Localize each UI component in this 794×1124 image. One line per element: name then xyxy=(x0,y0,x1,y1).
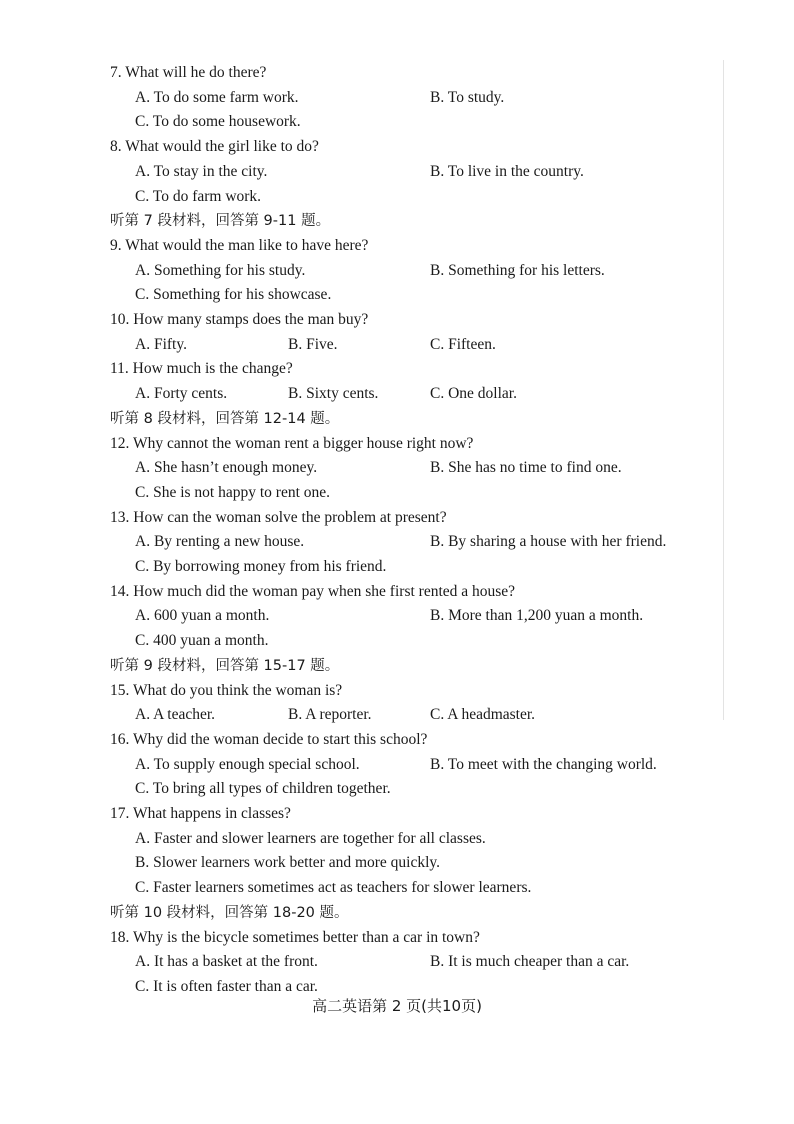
question-stem: 11. How much is the change? xyxy=(110,360,293,377)
answer-option: A. Something for his study. xyxy=(135,262,306,279)
answer-option: B. Something for his letters. xyxy=(430,262,605,279)
question-stem: 10. How many stamps does the man buy? xyxy=(110,311,369,328)
answer-option: C. By borrowing money from his friend. xyxy=(135,558,387,575)
answer-option: C. To do some housework. xyxy=(135,113,301,130)
question-stem: 8. What would the girl like to do? xyxy=(110,138,319,155)
answer-option: A. 600 yuan a month. xyxy=(135,607,270,624)
section-instruction: 听第 7 段材料，回答第 9-11 题。 xyxy=(110,213,331,229)
section-instruction: 听第 8 段材料，回答第 12-14 题。 xyxy=(110,411,340,427)
answer-option: C. Faster learners sometimes act as teachers for slower learners. xyxy=(135,879,532,896)
answer-option: C. It is often faster than a car. xyxy=(135,978,318,995)
answer-option: C. To bring all types of children together. xyxy=(135,780,391,797)
section-instruction: 听第 10 段材料，回答第 18-20 题。 xyxy=(110,905,349,921)
question-stem: 17. What happens in classes? xyxy=(110,805,291,822)
section-instruction: 听第 9 段材料，回答第 15-17 题。 xyxy=(110,658,340,674)
answer-option: B. Sixty cents. xyxy=(288,385,379,402)
answer-option: A. Faster and slower learners are together for all classes. xyxy=(135,830,486,847)
answer-option: B. By sharing a house with her friend. xyxy=(430,533,667,550)
answer-option: B. To live in the country. xyxy=(430,163,584,180)
question-stem: 18. Why is the bicycle sometimes better than a car in town? xyxy=(110,929,480,946)
question-stem: 16. Why did the woman decide to start this school? xyxy=(110,731,428,748)
answer-option: C. To do farm work. xyxy=(135,188,262,205)
answer-option: B. Five. xyxy=(288,336,338,353)
question-stem: 12. Why cannot the woman rent a bigger house right now? xyxy=(110,435,474,452)
answer-option: A. It has a basket at the front. xyxy=(135,953,318,970)
question-stem: 7. What will he do there? xyxy=(110,64,267,81)
answer-option: A. She hasn’t enough money. xyxy=(135,459,318,476)
answer-option: A. To supply enough special school. xyxy=(135,756,360,773)
answer-option: C. She is not happy to rent one. xyxy=(135,484,331,501)
answer-option: C. Something for his showcase. xyxy=(135,286,332,303)
question-stem: 15. What do you think the woman is? xyxy=(110,682,343,699)
answer-option: C. 400 yuan a month. xyxy=(135,632,269,649)
page-footer: 高二英语第 2 页(共10页) xyxy=(312,997,482,1015)
answer-option: A. Fifty. xyxy=(135,336,187,353)
answer-option: A. Forty cents. xyxy=(135,385,228,402)
scan-edge-line xyxy=(723,60,724,720)
answer-option: B. A reporter. xyxy=(288,706,372,723)
question-stem: 9. What would the man like to have here? xyxy=(110,237,369,254)
answer-option: B. To study. xyxy=(430,89,505,106)
answer-option: C. A headmaster. xyxy=(430,706,536,723)
answer-option: A. To stay in the city. xyxy=(135,163,268,180)
answer-option: A. A teacher. xyxy=(135,706,216,723)
question-stem: 13. How can the woman solve the problem at present? xyxy=(110,509,447,526)
answer-option: A. By renting a new house. xyxy=(135,533,305,550)
answer-option: A. To do some farm work. xyxy=(135,89,299,106)
question-stem: 14. How much did the woman pay when she first rented a house? xyxy=(110,583,516,600)
answer-option: B. Slower learners work better and more quickly. xyxy=(135,854,441,871)
answer-option: B. To meet with the changing world. xyxy=(430,756,657,773)
answer-option: C. One dollar. xyxy=(430,385,517,402)
answer-option: B. She has no time to find one. xyxy=(430,459,622,476)
answer-option: C. Fifteen. xyxy=(430,336,496,353)
answer-option: B. It is much cheaper than a car. xyxy=(430,953,630,970)
answer-option: B. More than 1,200 yuan a month. xyxy=(430,607,644,624)
